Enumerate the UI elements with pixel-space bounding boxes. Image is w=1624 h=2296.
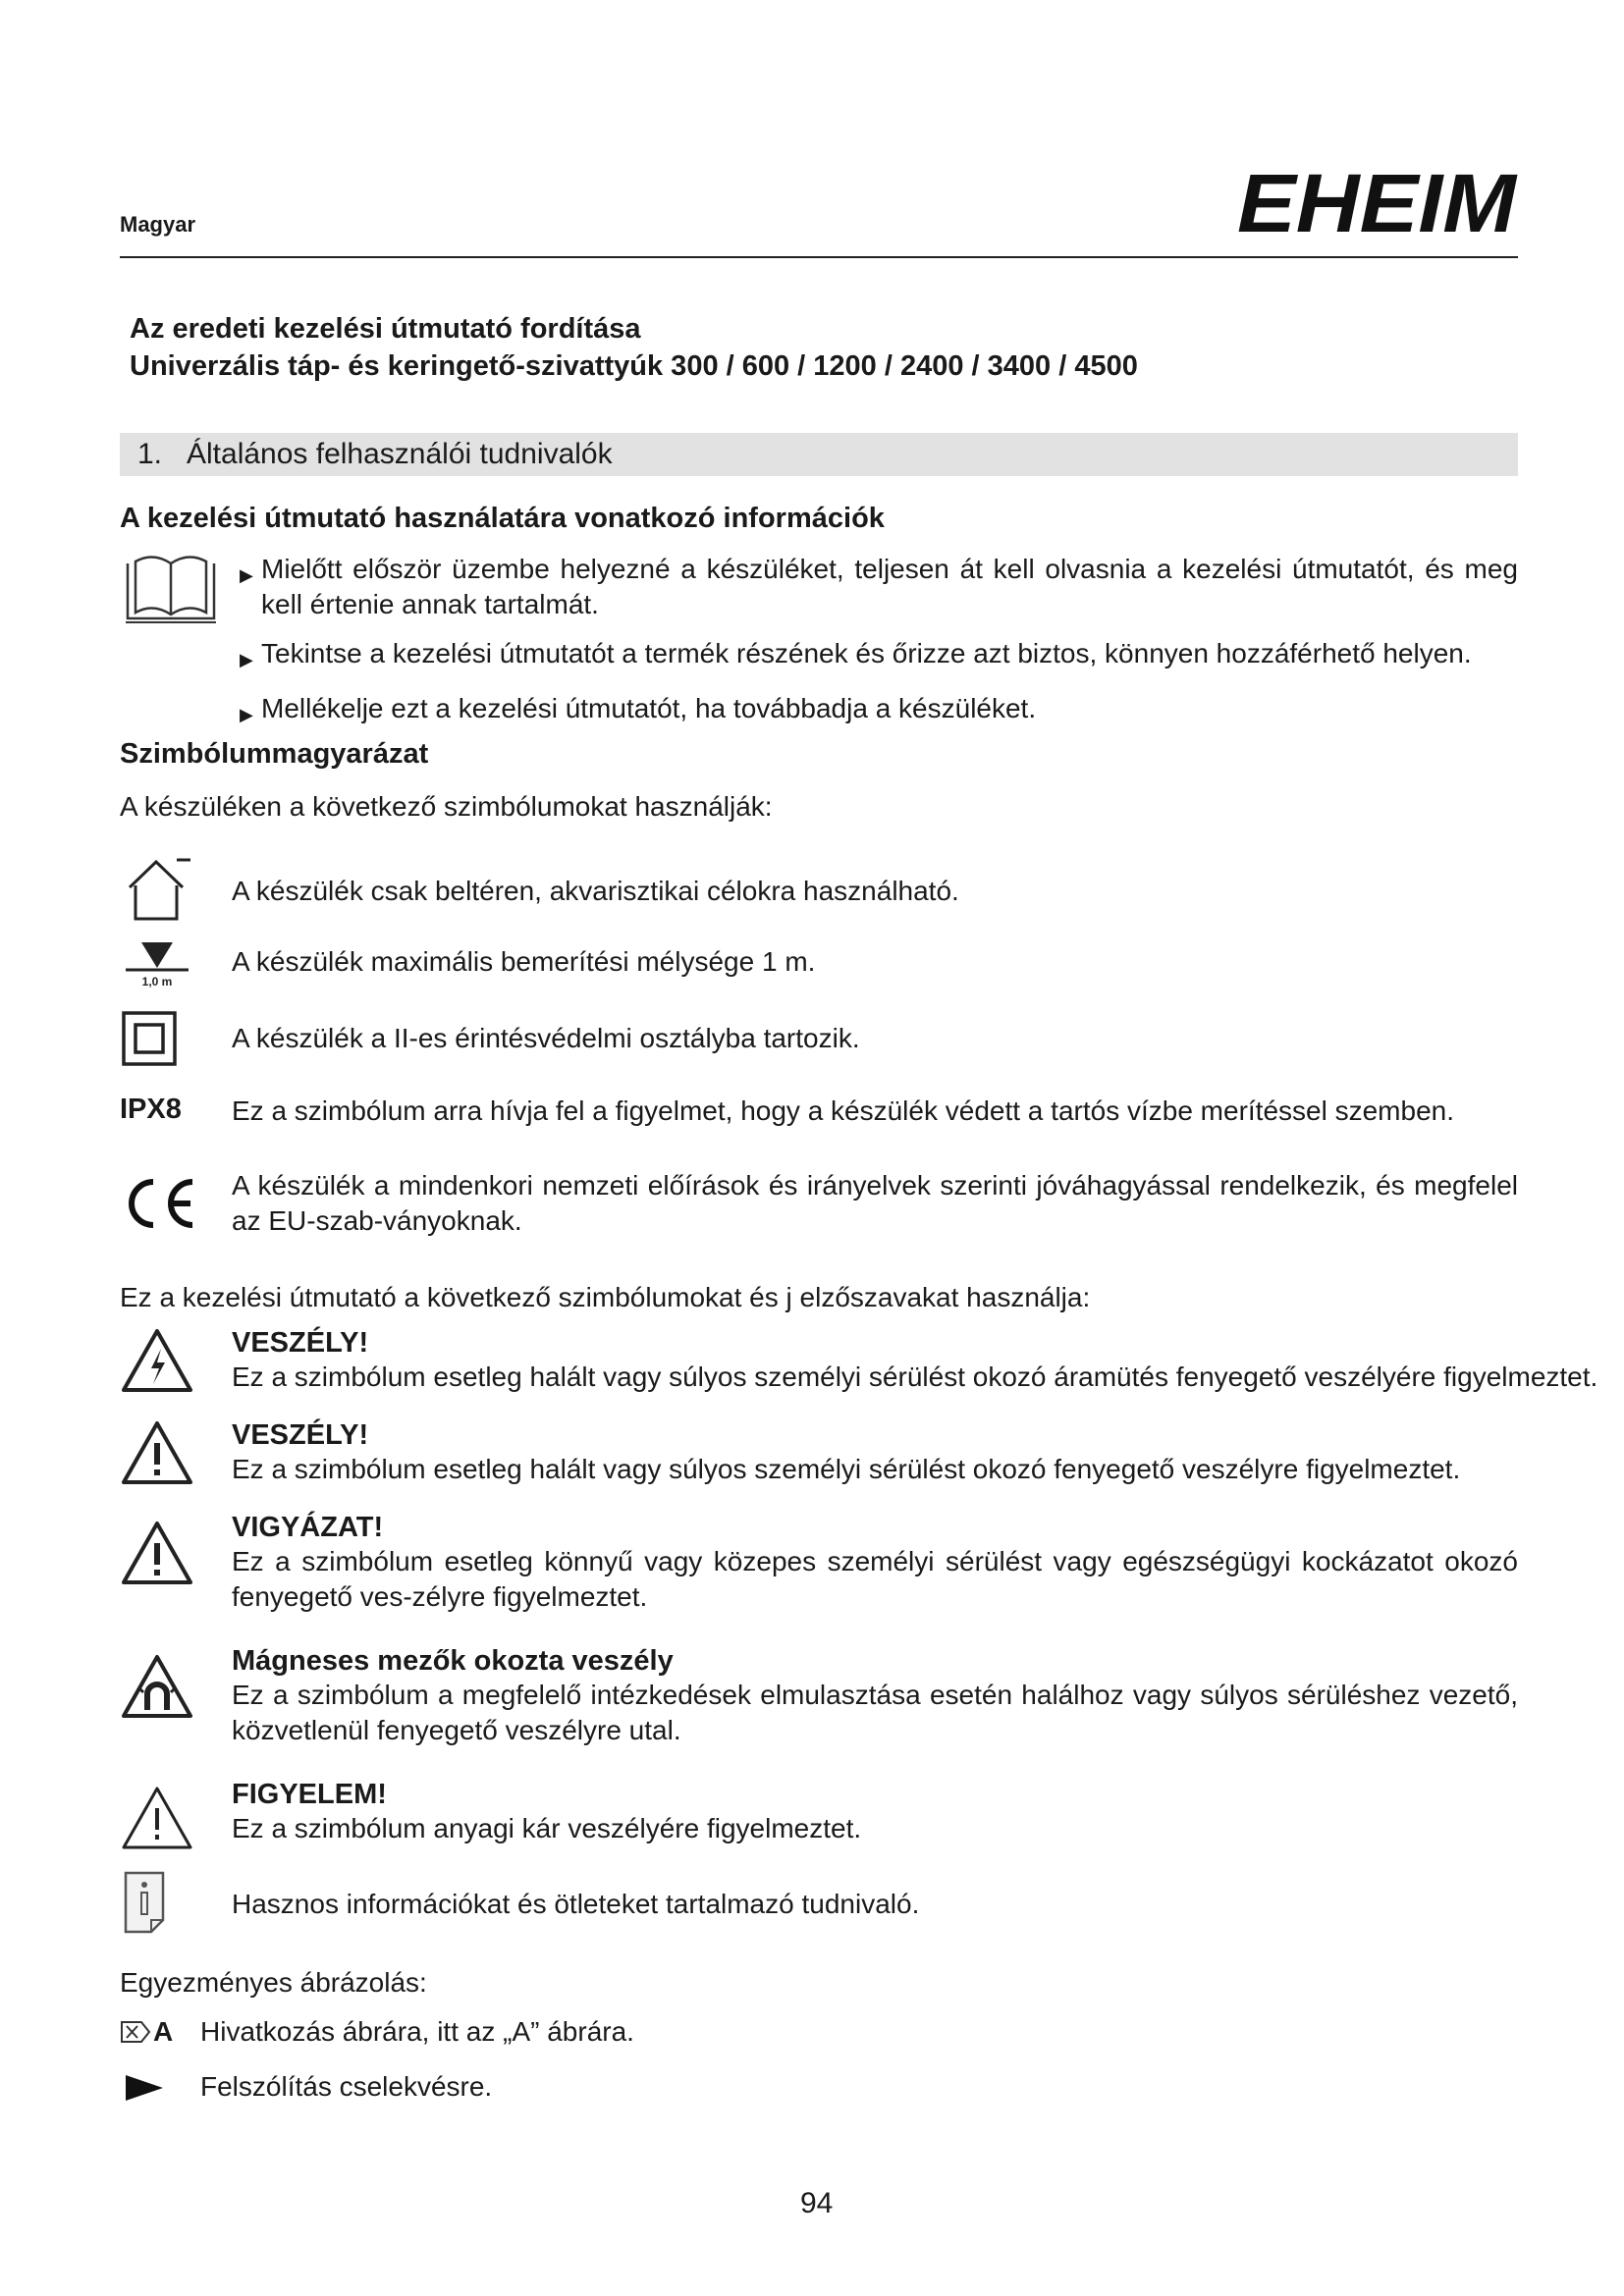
title-line-1: Az eredeti kezelési útmutató fordítása — [130, 313, 641, 345]
warning-title: FIGYELEM! — [232, 1779, 387, 1810]
bullet-arrow-icon: ▶ — [240, 650, 253, 669]
warning-text: Ez a szimbólum esetleg könnyű vagy közepes személyi sérülést vagy egészségügyi kockázatot okozó fenyegető ves-zélyre figyelmeztet. — [232, 1546, 1518, 1612]
list-item — [240, 691, 1518, 732]
warning-block — [232, 1327, 1597, 1395]
warning-title: VIGYÁZAT! — [232, 1512, 384, 1543]
symbols-heading: Szimbólummagyarázat — [120, 738, 429, 770]
section-number: 1. — [137, 438, 163, 470]
info-note-icon — [122, 1869, 167, 1934]
symbol-text: A készülék csak beltéren, akvarisztikai célokra használható. — [232, 876, 959, 906]
protection-class-ii-icon — [122, 1011, 177, 1066]
usage-item-3: Mellékelje ezt a kezelési útmutatót, ha továbbadja a készüléket. — [261, 693, 1037, 723]
warning-title: VESZÉLY! — [232, 1327, 369, 1359]
list-item — [240, 552, 1518, 622]
warning-icon — [120, 1419, 194, 1486]
warnings-intro: Ez a kezelési útmutató a következő szimbólumokat és j elzőszavakat használja: — [120, 1282, 1091, 1312]
warning-text: Ez a szimbólum esetleg halált vagy súlyos személyi sérülést okozó áramütés fenyegető veszélyére figyelmeztet. — [232, 1362, 1598, 1392]
bullet-arrow-icon: ▶ — [240, 705, 253, 724]
ce-mark-icon — [122, 1174, 200, 1233]
language-label: Magyar — [120, 212, 196, 237]
book-icon — [122, 550, 220, 630]
svg-text:EHEIM: EHEIM — [1237, 167, 1518, 241]
section-title: Általános felhasználói tudnivalók — [187, 438, 613, 470]
symbol-text: Ez a szimbólum arra hívja fel a figyelmet, hogy a készülék védett a tartós vízbe merítéssel szemben. — [232, 1095, 1454, 1126]
ipx8-label: IPX8 — [120, 1094, 182, 1125]
depth-label: 1,0 m — [141, 975, 173, 988]
electric-hazard-icon — [120, 1327, 194, 1394]
symbol-text: A készülék maximális bemerítési mélysége 1 m. — [232, 946, 816, 977]
warning-text: Ez a szimbólum esetleg halált vagy súlyos személyi sérülést okozó fenyegető veszélyre figyelmeztet. — [232, 1454, 1461, 1484]
usage-item-2: Tekintse a kezelési útmutatót a termék részének és őrizze azt biztos, könnyen hozzáférhető helyen. — [261, 638, 1472, 668]
warning-title: Mágneses mezők okozta veszély — [232, 1645, 674, 1677]
warning-block — [232, 1419, 1460, 1487]
title-line-2: Univerzális táp- és keringető-szivattyúk 300 / 600 / 1200 / 2400 / 3400 / 4500 — [130, 350, 1138, 382]
magnetic-field-hazard-icon — [120, 1653, 194, 1720]
convention-text: Felszólítás cselekvésre. — [200, 2071, 493, 2102]
indoor-house-icon — [126, 856, 196, 921]
symbol-text: A készülék a II-es érintésvédelmi osztályba tartozik. — [232, 1023, 860, 1053]
document-title — [130, 310, 1138, 385]
warning-block — [232, 1645, 1518, 1748]
header-divider — [120, 256, 1518, 258]
list-item — [240, 636, 1518, 677]
symbol-text: A készülék a mindenkori nemzeti előírások és irányelvek szerinti jóváhagyással rendelkezik, és megfelel az EU-szab-ványoknak. — [232, 1170, 1518, 1236]
warning-title: VESZÉLY! — [232, 1419, 369, 1451]
info-note-text: Hasznos információkat és ötleteket tartalmazó tudnivaló. — [232, 1889, 920, 1919]
page-number: 94 — [800, 2187, 834, 2219]
warning-block — [232, 1512, 1518, 1615]
symbols-intro: A készüléken a következő szimbólumokat használják: — [120, 791, 773, 822]
usage-list — [240, 552, 1518, 732]
warning-text: Ez a szimbólum anyagi kár veszélyére figyelmeztet. — [232, 1813, 862, 1843]
bullet-arrow-icon: ▶ — [240, 565, 253, 585]
usage-item-1: Mielőtt először üzembe helyezné a készüléket, teljesen át kell olvasnia a kezelési útmutatót, és meg kell értenie annak tartalmát. — [261, 554, 1518, 619]
figure-reference-label: A — [153, 2016, 174, 2047]
eheim-logo — [1235, 167, 1518, 241]
warning-text: Ez a szimbólum a megfelelő intézkedések elmulasztása esetén halálhoz vagy súlyos sérüléshez vezető, közvetlenül fenyegető veszélyre utal. — [232, 1680, 1518, 1745]
conventions-heading: Egyezményes ábrázolás: — [120, 1967, 427, 1998]
attention-outline-icon — [120, 1785, 194, 1851]
convention-text: Hivatkozás ábrára, itt az „A” ábrára. — [200, 2016, 634, 2047]
action-arrow-icon — [124, 2073, 165, 2103]
usage-info-heading: A kezelési útmutató használatára vonatkozó információk — [120, 503, 885, 534]
warning-block — [232, 1779, 861, 1846]
immersion-depth-icon — [120, 938, 194, 989]
figure-reference-icon — [120, 2016, 173, 2048]
warning-icon — [120, 1520, 194, 1586]
